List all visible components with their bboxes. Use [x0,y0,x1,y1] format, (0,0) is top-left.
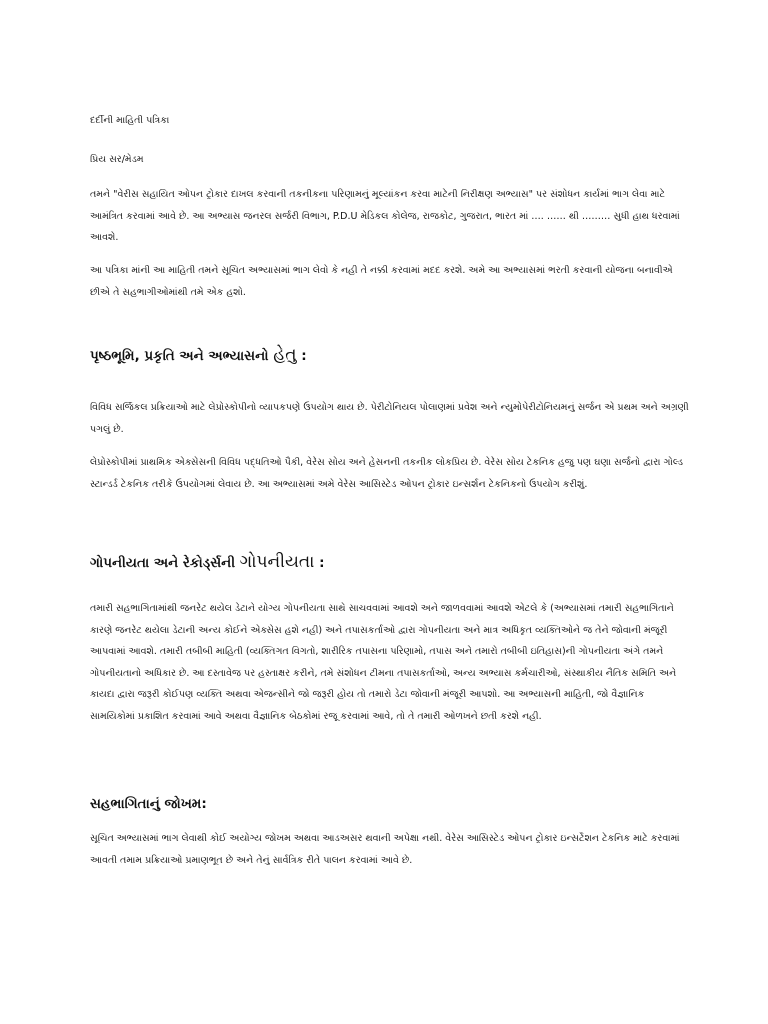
heading-colon: : [314,555,325,571]
heading-text: પૃષ્ઠભૂમિ, પ્રકૃતિ અને અભ્યાસનો [90,348,269,364]
intro-paragraph: તમને "વેરીસ સહાયિત ઓપન ટ્રોકાર દાખલ કરવાની તકનીકના પરિણામનું મૂલ્યાંકન કરવા માટેની નિરીક્ષણ અભ્યાસ" પર સંશોધન કાર્યમાં ભાગ લેવા માટે આમંત્રિત કરવામાં આવે છે. આ અભ્યાસ જનરલ સર્જરી વિભાગ, P.D.U મેડિકલ કોલેજ, રાજકોટ, ગુજરાત, ભારત માં …. …… થી ……… સુધી હાથ ધરવામાં આવશે. [90,189,680,243]
heading-text: ગોપનીયતા અને રેકોર્ડ્સની [90,555,236,571]
section-heading-background [90,344,690,367]
greeting: પ્રિય સર/મેડમ [90,154,144,165]
heading-large-word: ગોપનીયતા [239,552,315,572]
confidentiality-paragraph: તમારી સહભાગિતામાંથી જનરેટ થયેલ ડેટાને યોગ્ય ગોપનીયતા સાથે સાચવવામાં આવશે અને જાળવવામાં આવશે એટલે કે (અભ્યાસમાં તમારી સહભાગિતાને કારણે જનરેટ થયેલા ડેટાની અન્ય કોઈને એક્સેસ હશે નહી) અને તપાસકર્તાઓ દ્વારા ગોપનીયતા અને માત્ર અધિકૃત વ્યક્તિઓને જ તેને જોવાની મંજૂરી આપવામાં આવશે. તમારી તબીબી માહિતી (વ્યક્તિગત વિગતો, શારીરિક તપાસના પરિણામો, તપાસ અને તમારો તબીબી ઇતિહાસ)ની ગોપનીયતા અંગે તમને ગોપનીયતાનો અધિકાર છે. આ દસ્તાવેજ પર હસ્તાક્ષર કરીને, તમે સંશોધન ટીમના તપાસકર્તાઓ, અન્ય અભ્યાસ કર્મચારીઓ, સંસ્થાકીય નૈતિક સમિતિ અને કાયદા દ્વારા જરૂરી કોઈપણ વ્યક્તિ અથવા એજન્સીને જો જરૂરી હોય તો તમારો ડેટા જોવાની મંજૂરી આપશો. આ અભ્યાસની માહિતી, જો વૈજ્ઞાનિક સામયિકોમાં પ્રકાશિત કરવામાં આવે અથવા વૈજ્ઞાનિક બેઠકોમાં રજૂ કરવામાં આવે, તો તે તમારી ઓળખને છતી કરશે નહી. [90,603,677,722]
document-title: દર્દીની માહિતી પત્રિકા [90,115,170,126]
heading-large-word: હેતુ [273,345,297,365]
background-paragraph-2: લેપ્રોસ્કોપીમાં પ્રાથમિક એક્સેસની વિવિધ પદ્ધતિઓ પૈકી, વેરેસ સોય અને હેસનની તકનીક લોકપ્રિય છે. વેરેસ સોય ટેકનિક હજુ પણ ઘણા સર્જનો દ્વારા ગોલ્ડ સ્ટાન્ડર્ડ ટેકનિક તરીકે ઉપયોગમાં લેવાય છે. આ અભ્યાસમાં અમે વેરેસ આસિસ્ટેડ ઓપન ટ્રોકાર ઇન્સર્શન ટેકનિકનો ઉપયોગ કરીશું. [90,457,683,490]
risk-paragraph: સૂચિત અભ્યાસમાં ભાગ લેવાથી કોઈ અયોગ્ય જોખમ અથવા આડઅસર થવાની અપેક્ષા નથી. વેરેસ આસિસ્ટેડ ઓપન ટ્રોકાર ઇન્સર્ટેશન ટેકનિક માટે કરવામાં આવતી તમામ પ્રક્રિયાઓ પ્રમાણભૂત છે અને તેનું સાર્વત્રિક રીતે પાલન કરવામાં આવે છે. [90,833,680,866]
background-paragraph-1: વિવિધ સર્જિકલ પ્રક્રિયાઓ માટે લેપ્રોસ્કોપીનો વ્યાપકપણે ઉપયોગ થાય છે. પેરીટોનિયલ પોલાણમાં પ્રવેશ અને ન્યુમોપેરીટોનિયમનું સર્જન એ પ્રથમ અને અગ્રણી પગલું છે. [90,402,689,435]
heading-colon: : [296,348,307,364]
intro-paragraph-2: આ પત્રિકા માંની આ માહિતી તમને સૂચિત અભ્યાસમાં ભાગ લેવો કે નહી તે નક્કી કરવામાં મદદ કરશે. અમે આ અભ્યાસમાં ભરતી કરવાની યોજના બનાવીએ છીએ તે સહભાગીઓમાંથી તમે એક હશો. [90,265,673,298]
section-heading-confidentiality [90,551,690,574]
section-heading-risk: સહભાગિતાનું જોખમ: [90,796,207,812]
